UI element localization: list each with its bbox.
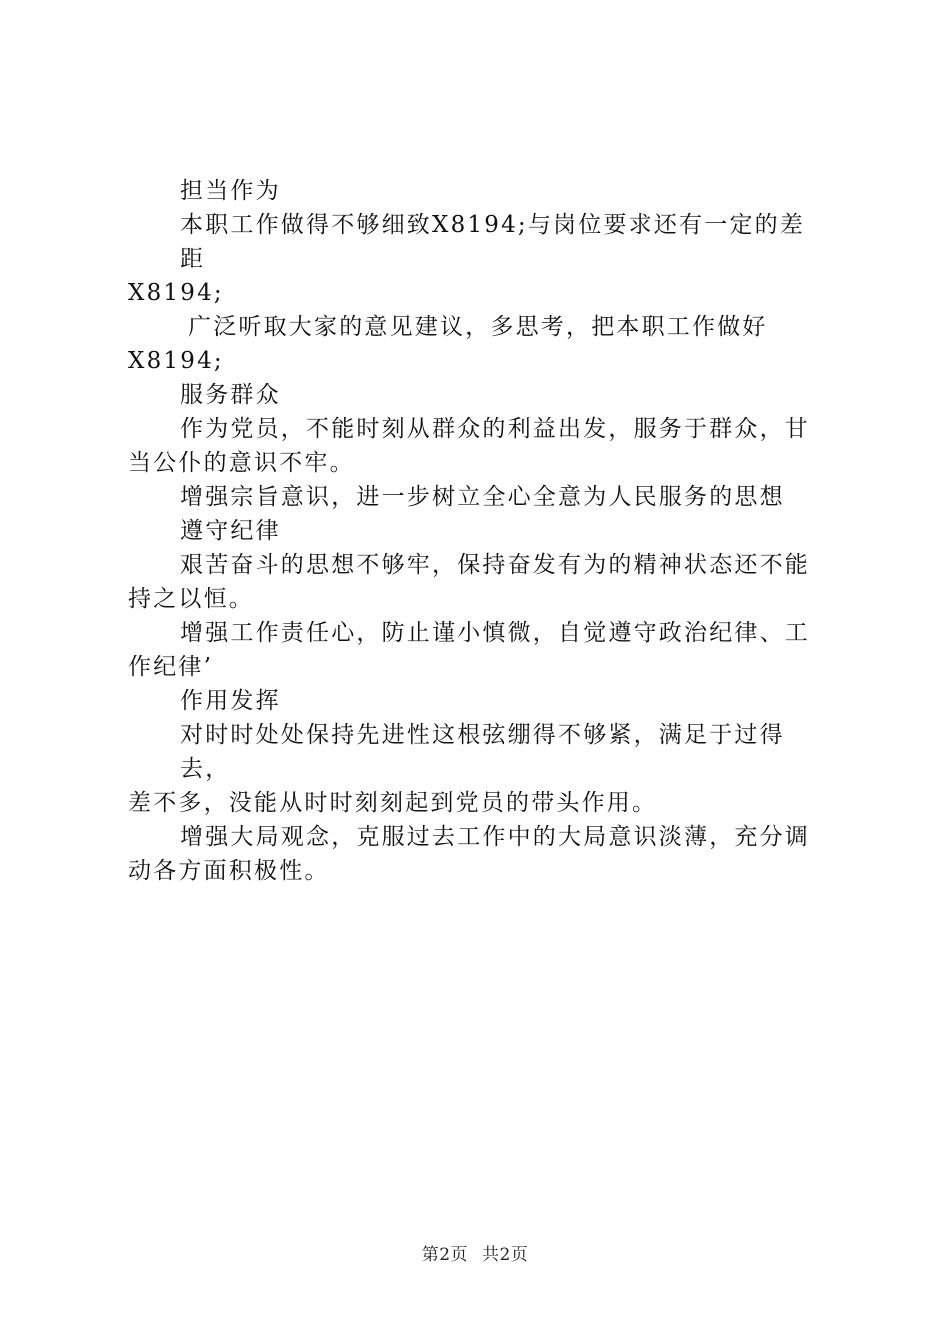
paragraph-line: 增强宗旨意识，进一步树立全心全意为人民服务的思想 [180,484,785,510]
page-footer [0,1240,950,1265]
paragraph-line: 对时时处处保持先进性这根弦绷得不够紧，满足于过得去， [180,722,785,782]
paragraph-line: 增强大局观念，克服过去工作中的大局意识淡薄，充分调 [180,824,810,850]
paragraph-line: 增强工作责任心，防止谨小慎微，自觉遵守政治纪律、工 [180,620,810,646]
paragraph-line: X8194; [128,280,224,306]
document-body [128,174,828,888]
paragraph-line: 本职工作做得不够细致X8194;与岗位要求还有一定的差距 [180,212,806,272]
paragraph-line: 差不多，没能从时时刻刻起到党员的带头作用。 [128,790,658,816]
paragraph-line: 持之以恒。 [128,586,254,612]
page-number-current: 第2页 [421,1245,469,1265]
paragraph-line: 广泛听取大家的意见建议，多思考，把本职工作做好 [188,314,768,340]
paragraph-line: X8194; [128,348,224,374]
paragraph-line: 当公仆的意识不牢。 [128,450,355,476]
section-heading-zuoyong: 作用发挥 [180,688,281,714]
paragraph-line: 艰苦奋斗的思想不够牢，保持奋发有为的精神状态还不能 [180,552,810,578]
paragraph-line: 作为党员，不能时刻从群众的利益出发，服务于群众，甘 [180,416,810,442]
paragraph-line: 作纪律’ [128,654,214,680]
paragraph-line: 动各方面积极性。 [128,858,330,884]
section-heading-fuwu: 服务群众 [180,382,281,408]
section-heading-dandang: 担当作为 [180,178,281,204]
section-heading-zunshou: 遵守纪律 [180,518,281,544]
page-number-total: 共2页 [481,1245,529,1265]
